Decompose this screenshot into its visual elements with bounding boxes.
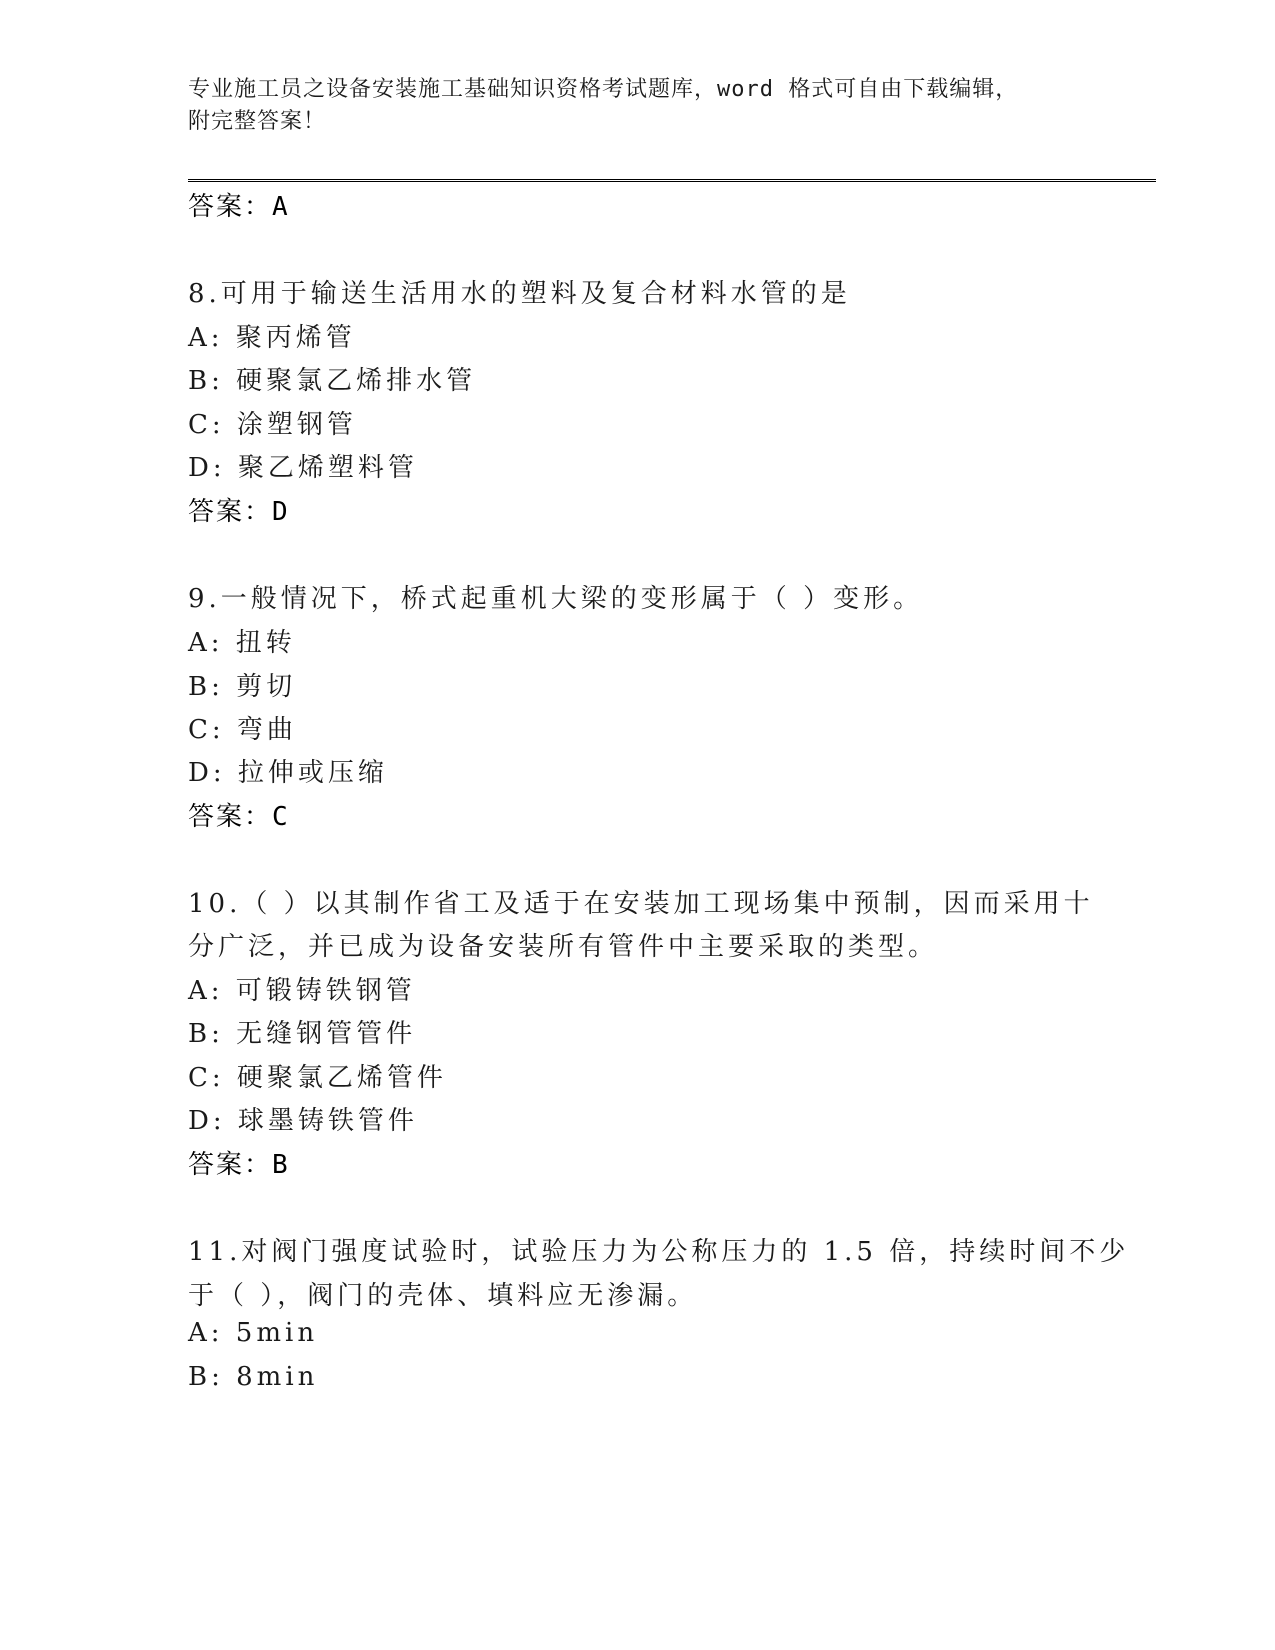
header-divider bbox=[188, 179, 1156, 182]
question-9-option-a: A: 扭转 bbox=[188, 628, 296, 658]
question-8-stem: 8.可用于输送生活用水的塑料及复合材料水管的是 bbox=[188, 279, 851, 309]
question-10-answer: 答案：B bbox=[188, 1150, 290, 1180]
question-10-option-b: B: 无缝钢管管件 bbox=[188, 1019, 417, 1049]
question-10-stem-line-1: 10.（ ）以其制作省工及适于在安装加工现场集中预制，因而采用十 bbox=[188, 889, 1094, 919]
question-11-stem-line-2: 于（ ），阀门的壳体、填料应无渗漏。 bbox=[188, 1281, 698, 1311]
header-line-2: 附完整答案！ bbox=[188, 109, 327, 134]
answer-prev: 答案：A bbox=[188, 192, 290, 222]
question-9-option-c: C: 弯曲 bbox=[188, 715, 297, 745]
question-10-option-c: C: 硬聚氯乙烯管件 bbox=[188, 1063, 447, 1093]
document-header bbox=[188, 74, 1068, 138]
question-8-option-d: D: 聚乙烯塑料管 bbox=[188, 453, 418, 483]
question-10-option-d: D: 球墨铸铁管件 bbox=[188, 1106, 418, 1136]
question-11-option-b: B: 8min bbox=[188, 1362, 319, 1392]
question-8-option-b: B: 硬聚氯乙烯排水管 bbox=[188, 366, 477, 396]
question-9-option-b: B: 剪切 bbox=[188, 672, 297, 702]
question-10-option-a: A: 可锻铸铁钢管 bbox=[188, 976, 416, 1006]
question-9-answer: 答案：C bbox=[188, 802, 290, 832]
question-9-option-d: D: 拉伸或压缩 bbox=[188, 758, 388, 788]
question-8-option-a: A: 聚丙烯管 bbox=[188, 323, 356, 353]
question-10-stem-line-2: 分广泛，并已成为设备安装所有管件中主要采取的类型。 bbox=[188, 932, 939, 962]
question-8-answer: 答案：D bbox=[188, 497, 290, 527]
question-9-stem: 9.一般情况下，桥式起重机大梁的变形属于（ ）变形。 bbox=[188, 584, 924, 614]
question-8-option-c: C: 涂塑钢管 bbox=[188, 410, 357, 440]
question-11-option-a: A: 5min bbox=[188, 1318, 319, 1348]
question-11-stem-line-1: 11.对阀门强度试验时，试验压力为公称压力的 1.5 倍，持续时间不少 bbox=[188, 1237, 1130, 1267]
header-line-1: 专业施工员之设备安装施工基础知识资格考试题库，word 格式可自由下载编辑， bbox=[188, 77, 1019, 102]
